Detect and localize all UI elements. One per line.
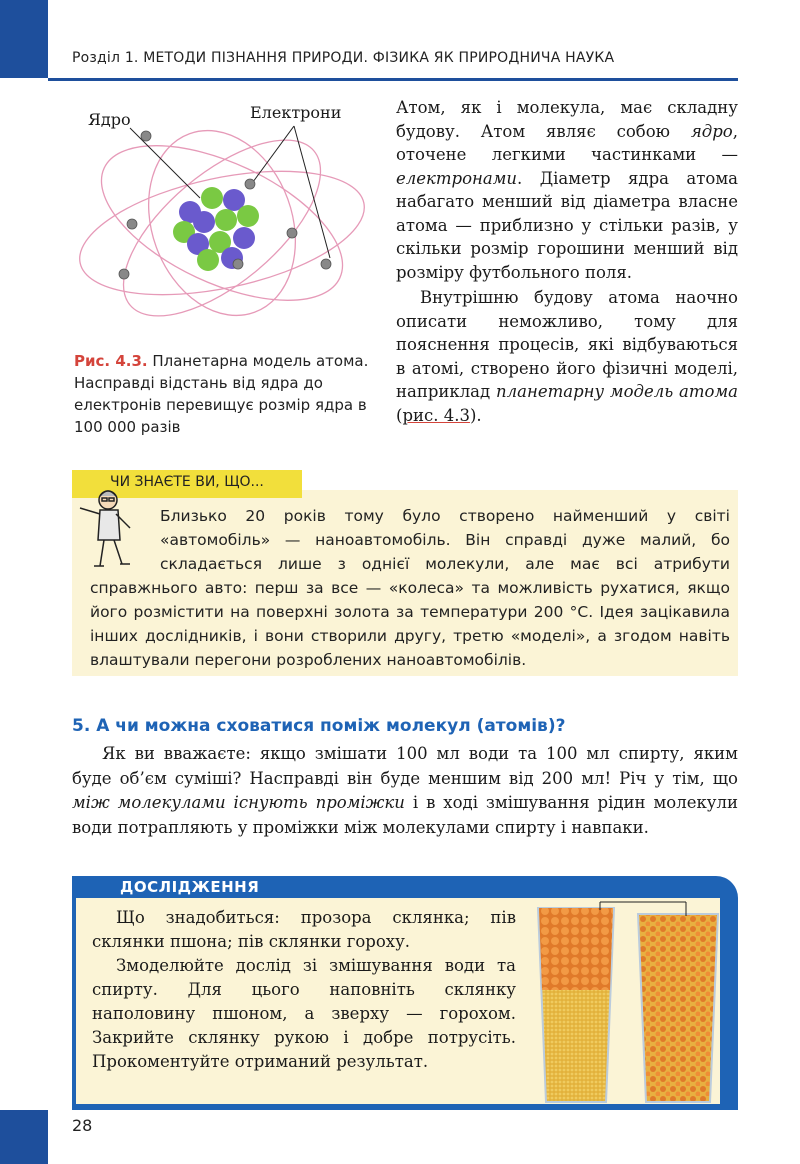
atom-model-illustration	[72, 98, 382, 346]
page-number: 28	[72, 1116, 93, 1135]
research-materials: Що знадобиться: прозора склянка; пів склянки пшона; пів склянки гороху.	[92, 908, 516, 951]
did-you-know-text: Близько 20 років тому було створено найменший у світі «автомобіль» — наноавтомобіль. Він справді дуже малий, бо складається лише з однієї молекули, але має всі атрибути справжнього авто: перш за все — «колеса» та можливість рухатися, якщо його розмістити на поверхні золота за температури 200 °С. Ідея зацікавила інших дослідників, і вони створили другу, третю «моделі», а згодом навіть влаштували перегони розроблених наноавтомобілів.	[90, 507, 730, 669]
section-heading: 5. А чи можна сховатися поміж молекул (атомів)?	[72, 716, 566, 736]
figure-caption	[74, 350, 374, 438]
paragraph-atom-structure: Атом, як і молекула, має складну будову. Атом являє собою ядро, оточене легкими частинками — електронами. Діаметр ядра атома набагато менший від діаметра власне атома — приблизно у стільки разів, у скільки розмір горошини менший від розміру футбольного поля.	[396, 98, 738, 282]
section-paragraph: Як ви вважаєте: якщо змішати 100 мл води та 100 мл спирту, яким буде об’єм суміші? Насправді він буде меншим від 200 мл! Річ у тім, що між молекулами існують проміжки і в ході змішування рідин молекули води потрапляють у проміжки між молекулами спирту і навпаки.	[72, 744, 738, 837]
paragraph-atom-models: Внутрішню будову атома наочно описати неможливо, тому для пояснення процесів, які відбуваються в атомі, створено його фізичні моделі, наприклад планетарну модель атома (рис. 4.3).	[396, 288, 738, 425]
research-label: ДОСЛІДЖЕННЯ	[120, 878, 260, 896]
sidebar-accent-bottom	[0, 1110, 48, 1164]
atom-text	[396, 96, 738, 427]
caption-title: Рис. 4.3.	[74, 352, 148, 370]
caption-text: Планетарна модель атома. Насправді відстань від ядра до електронів перевищує розмір ядра в 100 000 разів	[74, 352, 369, 436]
did-you-know-title: ЧИ ЗНАЄТЕ ВИ, ЩО...	[110, 474, 264, 490]
research-text	[92, 906, 516, 1074]
sidebar-accent-top	[0, 0, 48, 78]
chapter-header: Розділ 1. МЕТОДИ ПІЗНАННЯ ПРИРОДИ. ФІЗИКА ЯК ПРИРОДНИЧА НАУКА	[72, 50, 615, 66]
figure-label-core: Ядро	[88, 110, 131, 129]
header-divider	[48, 78, 738, 81]
figure-label-electrons: Електрони	[250, 103, 342, 122]
research-instructions: Змоделюйте дослід зі змішування води та спирту. Для цього наповніть склянку наполовину пшоном, а зверху — горохом. Закрийте склянку рукою і добре потрусіть. Прокоментуйте отриманий результат.	[92, 956, 516, 1071]
figure-reference-link[interactable]: рис. 4.3	[402, 405, 470, 425]
glasses-with-peas-and-millet-image	[530, 896, 726, 1106]
